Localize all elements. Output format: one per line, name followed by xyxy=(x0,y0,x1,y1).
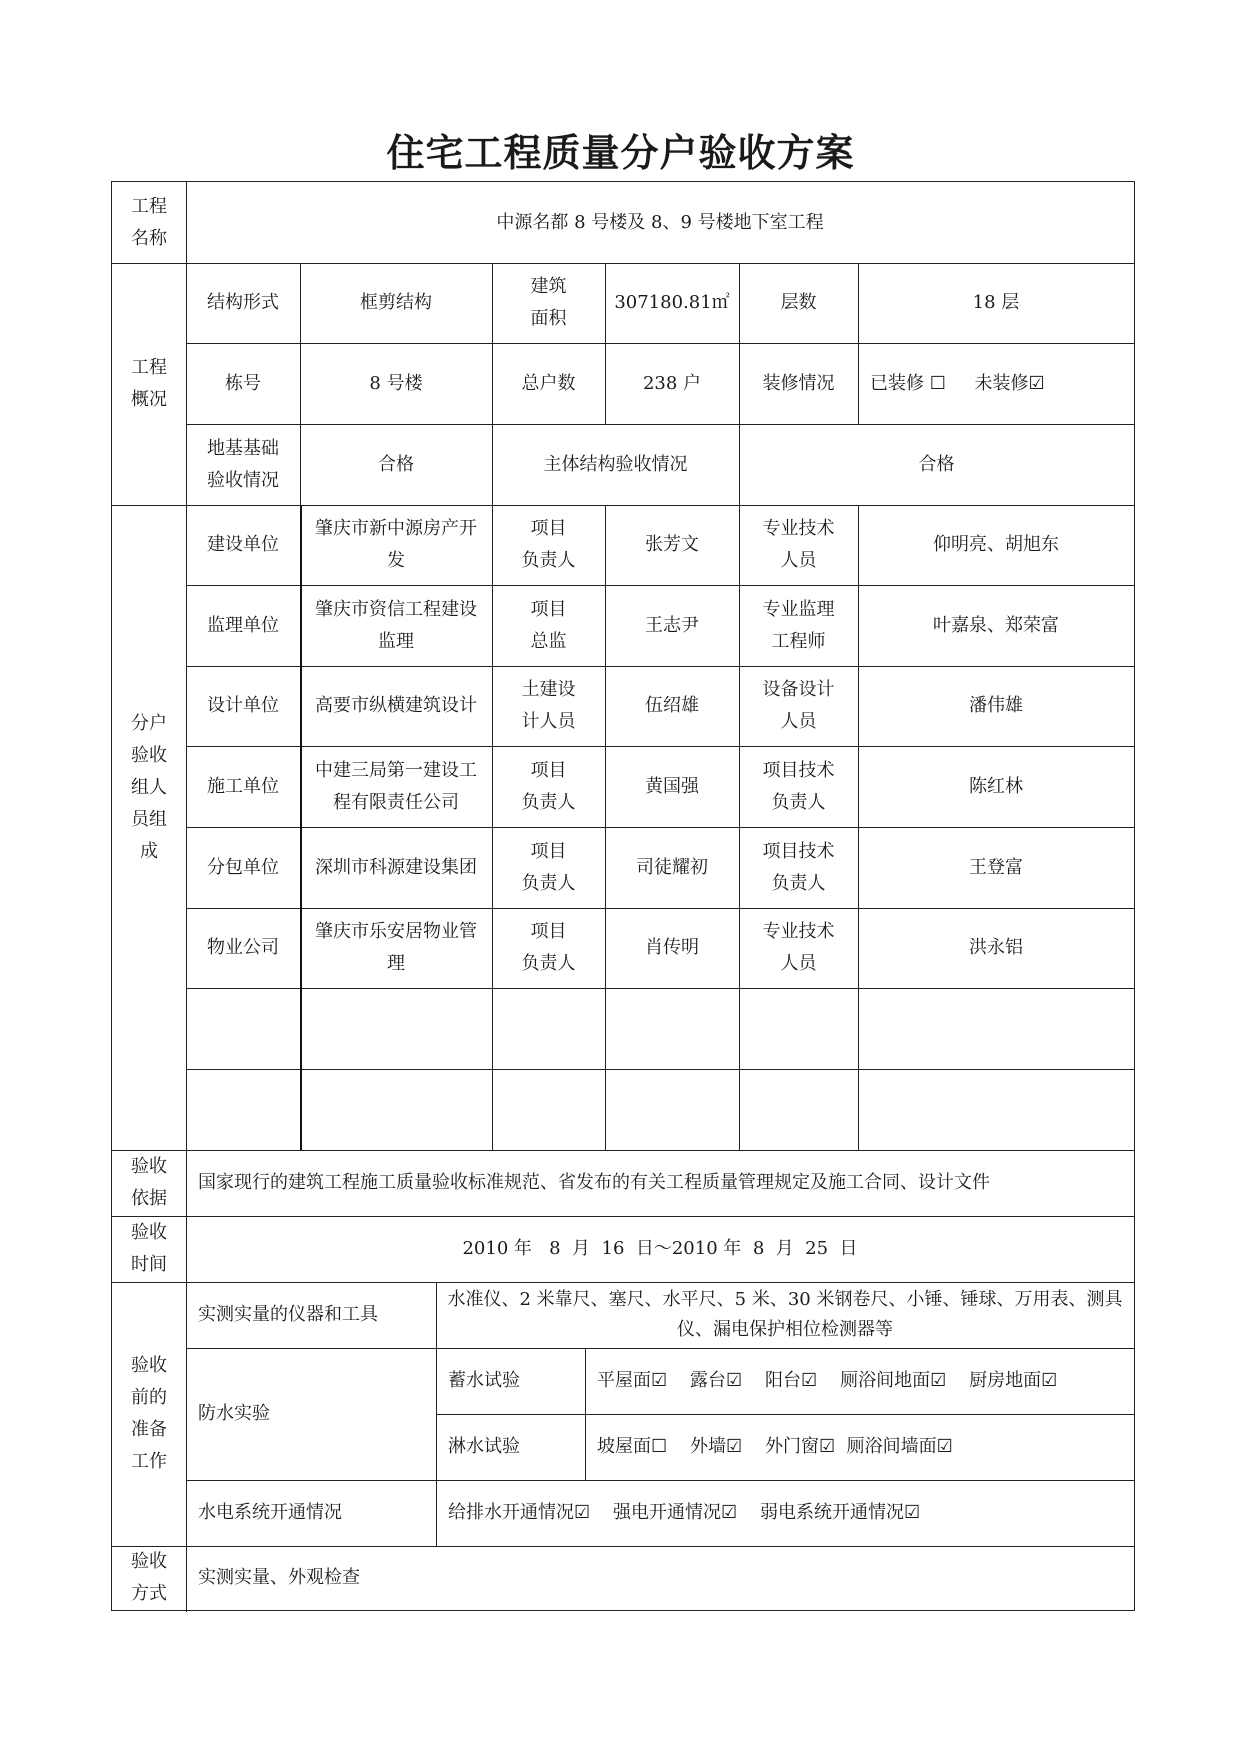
team-role2: 设备设计 人员 xyxy=(762,679,835,732)
team-person2: 洪永铝 xyxy=(969,937,1023,958)
floors-value: 18 层 xyxy=(972,292,1020,313)
team-role2: 专业技术 人员 xyxy=(762,921,835,974)
utilities-value: 给排水开通情况☑ 强电开通情况☑ 弱电系统开通情况☑ xyxy=(448,1502,921,1523)
row-divider xyxy=(186,988,1134,989)
team-role1: 土建设 计人员 xyxy=(521,679,576,732)
team-unit-name: 中建三局第一建设工 程有限责任公司 xyxy=(315,759,477,813)
area-label: 建筑 面积 xyxy=(530,276,567,329)
team-person1: 肖传明 xyxy=(645,937,699,958)
acceptance-form-table xyxy=(111,181,1135,1611)
team-unit-name: 深圳市科源建设集团 xyxy=(315,856,477,878)
decoration-value: 已装修 ☐ 未装修☑ xyxy=(870,372,1045,394)
structure-label: 结构形式 xyxy=(207,292,279,313)
method-value: 实测实量、外观检查 xyxy=(198,1567,360,1588)
tools-label: 实测实量的仪器和工具 xyxy=(198,1304,378,1325)
main-structure-value: 合格 xyxy=(918,453,955,475)
storage-test-label: 蓄水试验 xyxy=(448,1370,520,1391)
page-title: 住宅工程质量分户验收方案 xyxy=(386,130,855,175)
spray-test-label: 淋水试验 xyxy=(448,1436,520,1457)
foundation-label: 地基基础 验收情况 xyxy=(207,437,279,491)
team-unit-label: 设计单位 xyxy=(207,695,279,716)
team-role2: 项目技术 负责人 xyxy=(762,759,835,813)
team-role1: 项目 负责人 xyxy=(521,840,576,894)
spray-test-value: 坡屋面☐ 外墙☑ 外门窗☑ 厕浴间墙面☑ xyxy=(597,1436,953,1457)
team-unit-name: 肇庆市乐安居物业管 理 xyxy=(315,921,477,974)
team-person1: 伍绍雄 xyxy=(645,695,699,716)
project-name-label: 工程 名称 xyxy=(131,195,167,249)
team-role2: 项目技术 负责人 xyxy=(762,840,835,894)
building-label: 栋号 xyxy=(225,372,261,394)
main-structure-label: 主体结构验收情况 xyxy=(543,453,688,475)
team-role2: 专业监理 工程师 xyxy=(762,598,835,652)
team-person2: 潘伟雄 xyxy=(969,695,1023,716)
households-label: 总户数 xyxy=(521,372,576,394)
team-role1: 项目 负责人 xyxy=(521,921,576,974)
team-unit-label: 监理单位 xyxy=(207,614,279,636)
team-person1: 张芳文 xyxy=(645,534,699,555)
team-unit-label: 建设单位 xyxy=(207,534,279,555)
team-label xyxy=(112,505,186,1150)
team-role1: 项目 负责人 xyxy=(521,759,576,813)
row-divider xyxy=(186,1069,1134,1070)
team-person1: 王志尹 xyxy=(645,614,699,636)
time-label: 验收 时间 xyxy=(131,1222,167,1275)
waterproof-label: 防水实验 xyxy=(198,1403,270,1424)
team-label-text: 分户 验收 组人 员组 成 xyxy=(131,712,167,862)
team-role2: 专业技术 人员 xyxy=(762,518,835,571)
team-person2: 仰明亮、胡旭东 xyxy=(933,534,1059,555)
team-role1: 项目 总监 xyxy=(530,598,567,652)
team-person2: 陈红林 xyxy=(969,775,1023,797)
team-unit-label: 分包单位 xyxy=(207,856,279,878)
decoration-label: 装修情况 xyxy=(762,372,835,394)
team-person1: 黄国强 xyxy=(645,775,699,797)
tools-value: 水准仪、2 米靠尺、塞尺、水平尺、5 米、30 米钢卷尺、小锤、锤球、万用表、测具 仪、漏电保护相位检测器等 xyxy=(447,1289,1123,1340)
area-value: 307180.81㎡ xyxy=(614,292,730,313)
foundation-value: 合格 xyxy=(378,453,414,475)
basis-value: 国家现行的建筑工程施工质量验收标准规范、省发布的有关工程质量管理规定及施工合同、设计文件 xyxy=(198,1172,990,1193)
storage-test-value: 平屋面☑ 露台☑ 阳台☑ 厕浴间地面☑ 厨房地面☑ xyxy=(597,1370,1058,1391)
team-unit-label: 物业公司 xyxy=(207,937,279,958)
team-person2: 王登富 xyxy=(969,856,1023,878)
households-value: 238 户 xyxy=(642,372,702,394)
utilities-label: 水电系统开通情况 xyxy=(198,1502,342,1523)
overview-label: 工程 概况 xyxy=(131,357,167,410)
team-unit-name: 高要市纵横建筑设计 xyxy=(315,695,477,716)
time-value: 2010 年 8 月 16 日～2010 年 8 月 25 日 xyxy=(462,1238,858,1259)
team-unit-name: 肇庆市新中源房产开 发 xyxy=(315,518,477,571)
structure-value: 框剪结构 xyxy=(360,292,432,313)
team-person1: 司徒耀初 xyxy=(636,856,708,878)
team-unit-name: 肇庆市资信工程建设 监理 xyxy=(315,598,477,652)
team-unit-label: 施工单位 xyxy=(207,775,279,797)
floors-label: 层数 xyxy=(780,292,817,313)
project-name-value: 中源名都 8 号楼及 8、9 号楼地下室工程 xyxy=(496,211,824,233)
basis-label: 验收 依据 xyxy=(131,1156,167,1209)
team-person2: 叶嘉泉、郑荣富 xyxy=(933,614,1059,636)
method-label: 验收 方式 xyxy=(131,1551,167,1604)
preparation-label: 验收 前的 准备 工作 xyxy=(131,1355,167,1472)
team-role1: 项目 负责人 xyxy=(521,518,576,571)
building-value: 8 号楼 xyxy=(369,372,423,394)
